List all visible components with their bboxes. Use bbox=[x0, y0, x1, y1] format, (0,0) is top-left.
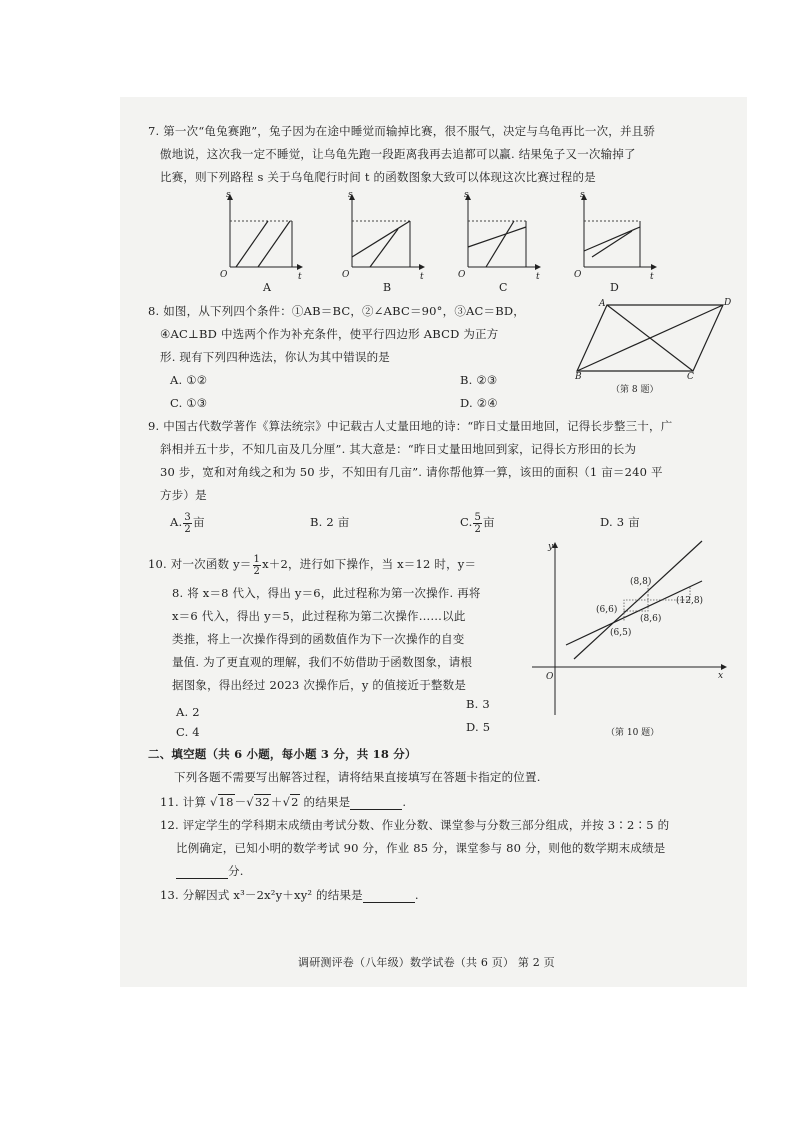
q7-c-origin: O bbox=[458, 270, 466, 280]
q11-answer-blank[interactable] bbox=[350, 797, 402, 810]
q8-option-d: D. ②④ bbox=[460, 396, 498, 410]
q7-b-origin: O bbox=[342, 270, 350, 280]
q10-point-6-5: (6,5) bbox=[610, 628, 632, 638]
q9-option-c-den: 2 bbox=[474, 523, 482, 535]
q7-c-axis-t: t bbox=[536, 272, 540, 282]
q10-caption: （第 10 题） bbox=[606, 728, 660, 737]
q12-line2: 比例确定，已知小明的数学考试 90 分，作业 85 分，课堂参与 80 分，则他的数学期末成绩是 bbox=[176, 841, 666, 855]
q8-line1: 8. 如图，从下列四个条件：①AB＝BC，②∠ABC＝90°，③AC＝BD， bbox=[148, 304, 526, 318]
exam-page bbox=[120, 97, 747, 987]
q12-line3 bbox=[176, 863, 244, 879]
q10-option-d: D. 5 bbox=[466, 720, 491, 734]
q7-c-axis-s: s bbox=[464, 190, 469, 200]
q9-line2: 斜相并五十步，不知几亩及几分厘”. 其大意是：“昨日丈量田地回到家，记得长方形田的长为 bbox=[160, 442, 637, 456]
q7-label-d: D bbox=[610, 281, 619, 294]
q9-line1: 9. 中国古代数学著作《算法统宗》中记载古人丈量田地的诗：“昨日丈量田地回，记得长步整三十，广 bbox=[148, 419, 673, 433]
q8-line3: 形. 现有下列四种选法，你认为其中错误的是 bbox=[160, 350, 391, 364]
q13-answer-blank[interactable] bbox=[363, 890, 415, 903]
q7-line2: 傲地说，这次我一定不睡觉，让乌龟先跑一段距离我再去追都可以赢. 结果兔子又一次输掉了 bbox=[160, 147, 636, 161]
q12-answer-blank[interactable] bbox=[176, 866, 228, 879]
q10-axis-y: y bbox=[548, 542, 554, 552]
q11: 11. 计算 √18－√32＋√2 的结果是 . bbox=[160, 795, 407, 809]
q8-option-b: B. ②③ bbox=[460, 373, 498, 387]
q8-option-c: C. ①③ bbox=[170, 396, 208, 410]
q10-line-function bbox=[566, 581, 702, 645]
q8-figure bbox=[575, 295, 735, 400]
q8-vertex-c: C bbox=[687, 372, 694, 382]
q10-option-a: A. 2 bbox=[176, 705, 200, 719]
q11-radicand-2: 32 bbox=[254, 795, 270, 809]
q9-option-c-num: 5 bbox=[474, 511, 482, 523]
q10-point-8-6: (8,6) bbox=[640, 614, 662, 624]
q9-option-c bbox=[460, 510, 495, 535]
q10-option-b: B. 3 bbox=[466, 697, 490, 711]
q11-post: 的结果是 bbox=[303, 795, 351, 809]
q9-option-b: B. 2 亩 bbox=[310, 515, 350, 529]
q9-option-c-unit: 亩 bbox=[483, 515, 495, 529]
q13: 13. 分解因式 x³－2x²y＋xy² 的结果是 . bbox=[160, 888, 419, 902]
q7-a-axis-s: s bbox=[226, 190, 231, 200]
q11-radicand-3: 2 bbox=[291, 795, 299, 809]
q7-label-b: B bbox=[383, 281, 392, 294]
q8-vertex-d: D bbox=[724, 298, 732, 308]
q10-line1-pre: 10. 对一次函数 y＝ bbox=[148, 557, 252, 571]
q8-line2: ④AC⊥BD 中选两个作为补充条件，使平行四边形 ABCD 为正方 bbox=[160, 327, 499, 341]
section2-title: 二、填空题（共 6 小题，每小题 3 分，共 18 分） bbox=[148, 747, 417, 761]
q7-a-origin: O bbox=[220, 270, 228, 280]
q9-option-a-prefix: A. bbox=[170, 515, 183, 529]
q9-option-d: D. 3 亩 bbox=[600, 515, 640, 529]
q9-option-a bbox=[170, 510, 205, 535]
q8-vertex-b: B bbox=[575, 372, 582, 382]
q7-a-axis-t: t bbox=[298, 272, 302, 282]
q9-option-a-unit: 亩 bbox=[192, 515, 205, 529]
q7-graph-d bbox=[574, 190, 656, 294]
q10-fraction bbox=[253, 554, 262, 577]
q7-label-c: C bbox=[499, 281, 508, 294]
q9-option-a-num: 3 bbox=[184, 511, 191, 523]
q10-frac-den: 2 bbox=[253, 565, 261, 577]
q10-point-12-8: (12,8) bbox=[676, 596, 704, 606]
q8-caption: （第 8 题） bbox=[611, 385, 659, 395]
q10-figure bbox=[530, 537, 730, 737]
q7-b-axis-s: s bbox=[348, 190, 353, 200]
q8-option-a: A. ①② bbox=[170, 373, 208, 387]
q10-line6: 据图象，得出经过 2023 次操作后，y 的值接近于整数是 bbox=[172, 678, 467, 692]
q8-vertex-a: A bbox=[599, 299, 606, 309]
q10-line3: x＝6 代入，得出 y＝5，此过程称为第二次操作……以此 bbox=[172, 609, 466, 623]
q10-line4: 类推，将上一次操作得到的函数值作为下一次操作的自变 bbox=[172, 632, 465, 646]
q10-frac-num: 1 bbox=[253, 553, 261, 565]
q10-line5: 量值. 为了更直观的理解，我们不妨借助于函数图象，请根 bbox=[172, 655, 473, 669]
q10-origin: O bbox=[546, 672, 554, 682]
q10-line2: 8. 将 x＝8 代入，得出 y＝6，此过程称为第一次操作. 再将 bbox=[172, 586, 481, 600]
q10-point-8-8: (8,8) bbox=[630, 577, 652, 587]
q7-graphs bbox=[220, 189, 660, 294]
q9-option-c-prefix: C. bbox=[460, 515, 473, 529]
q7-graph-c bbox=[458, 190, 540, 294]
q11-pre: 11. 计算 bbox=[160, 795, 207, 809]
q10-point-6-6: (6,6) bbox=[596, 605, 618, 615]
q7-line1: 7. 第一次“龟兔赛跑”，兔子因为在途中睡觉而输掉比赛，很不服气，决定与乌龟再比一次，并且骄 bbox=[148, 124, 656, 138]
q10-line1-post: x＋2，进行如下操作，当 x＝12 时，y＝ bbox=[262, 557, 477, 571]
q12-line1: 12. 评定学生的学科期末成绩由考试分数、作业分数、课堂参与分数三部分组成，并按 3∶2∶5 的 bbox=[160, 818, 670, 832]
q11-radicand-1: 18 bbox=[218, 795, 234, 809]
q7-b-axis-t: t bbox=[420, 272, 424, 282]
q7-d-origin: O bbox=[574, 270, 582, 280]
q7-line3: 比赛，则下列路程 s 关于乌龟爬行时间 t 的函数图象大致可以体现这次比赛过程的是 bbox=[160, 170, 596, 184]
q9-line3: 30 步，宽和对角线之和为 50 步，不知田有几亩”. 请你帮他算一算，该田的面积（1 亩＝240 平 bbox=[160, 465, 663, 479]
q10-option-c: C. 4 bbox=[176, 725, 200, 739]
q10-line1 bbox=[148, 552, 476, 577]
q7-graph-b bbox=[342, 190, 424, 294]
q9-option-a-den: 2 bbox=[184, 523, 191, 535]
q7-d-axis-s: s bbox=[580, 190, 585, 200]
q12-line3-post: 分. bbox=[228, 864, 244, 878]
q7-graph-a bbox=[220, 190, 302, 294]
q9-line4: 方步）是 bbox=[160, 488, 207, 502]
q13-text: 13. 分解因式 x³－2x²y＋xy² 的结果是 bbox=[160, 888, 363, 902]
q7-d-axis-t: t bbox=[650, 272, 654, 282]
page-footer: 调研测评卷（八年级）数学试卷（共 6 页） 第 2 页 bbox=[298, 956, 555, 969]
q7-label-a: A bbox=[263, 281, 271, 294]
section2-instruction: 下列各题不需要写出解答过程，请将结果直接填写在答题卡指定的位置. bbox=[174, 770, 541, 784]
q9-option-a-fraction bbox=[183, 512, 192, 535]
q9-option-c-fraction bbox=[473, 512, 482, 535]
q10-axis-x: x bbox=[718, 671, 724, 681]
